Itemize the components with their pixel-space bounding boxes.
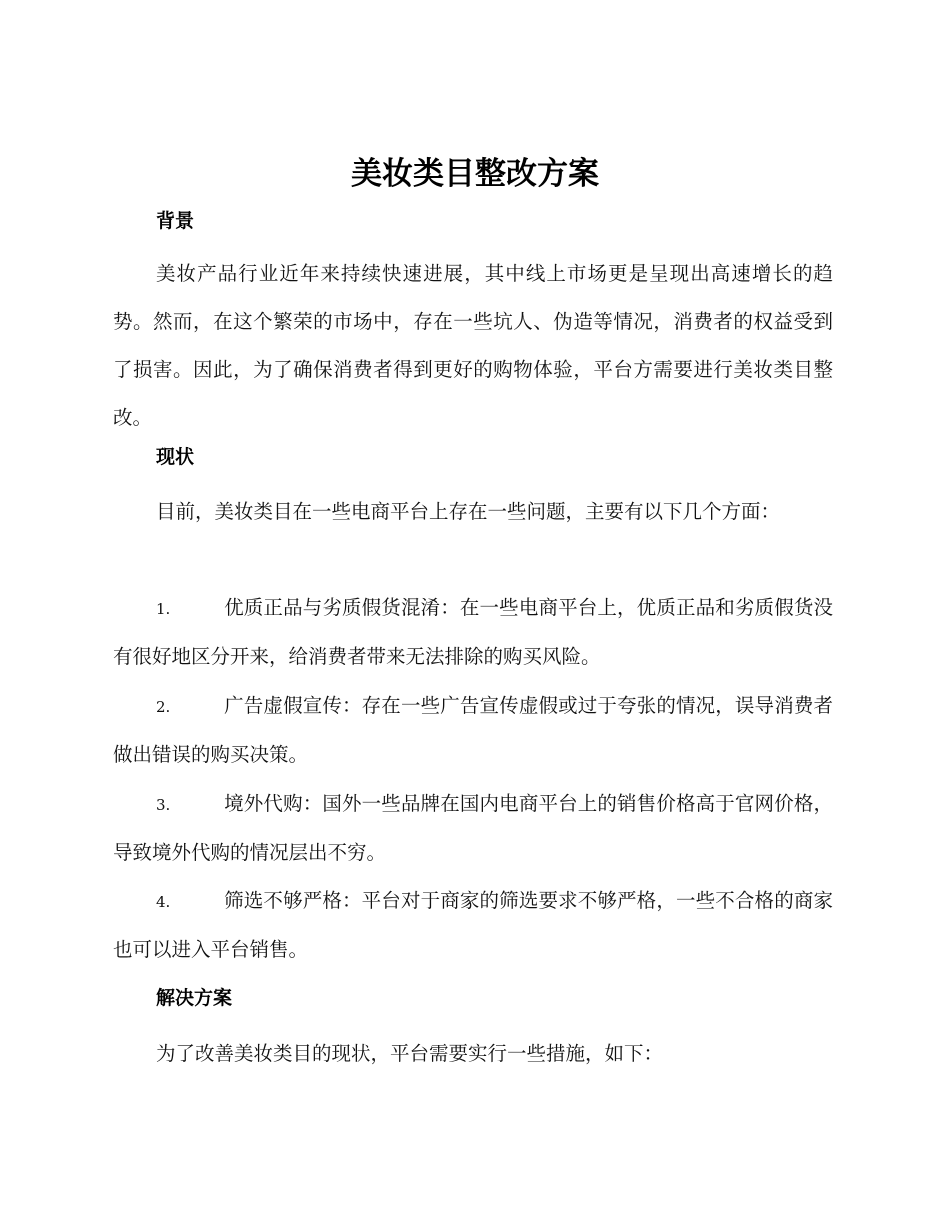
paragraph-solution-intro: 为了改善美妆类目的现状，平台需要实行一些措施，如下： xyxy=(156,1042,664,1065)
heading-solution: 解决方案 xyxy=(156,987,233,1009)
heading-background: 背景 xyxy=(156,210,195,232)
list-item-3 xyxy=(113,780,833,877)
list-item-text: 优质正品与劣质假货混淆：在一些电商平台上，优质正品和劣质假货没有很好地区分开来，给消费者带来无法排除的购买风险。 xyxy=(113,596,833,668)
list-item-4 xyxy=(113,877,833,974)
document-title: 美妆类目整改方案 xyxy=(351,156,599,192)
paragraph-background: 美妆产品行业近年来持续快速进展，其中线上市场更是呈现出高速增长的趋势。然而，在这个繁荣的市场中，存在一些坑人、伪造等情况，消费者的权益受到了损害。因此，为了确保消费者得到更好的购物体验，平台方需要进行美妆类目整改。 xyxy=(113,262,833,429)
list-item-text: 境外代购：国外一些品牌在国内电商平台上的销售价格高于官网价格，导致境外代购的情况层出不穷。 xyxy=(113,792,833,864)
list-item-text: 广告虚假宣传：存在一些广告宣传虚假或过于夸张的情况，误导消费者做出错误的购买决策。 xyxy=(113,694,833,766)
list-item-1 xyxy=(113,584,833,681)
list-number: 3. xyxy=(156,796,171,814)
list-number: 2. xyxy=(156,698,171,716)
paragraph-status-intro: 目前，美妆类目在一些电商平台上存在一些问题，主要有以下几个方面： xyxy=(156,500,781,523)
list-number: 4. xyxy=(156,893,171,911)
list-item-text: 筛选不够严格：平台对于商家的筛选要求不够严格，一些不合格的商家也可以进入平台销售。 xyxy=(113,889,833,961)
list-number: 1. xyxy=(156,600,171,618)
heading-status: 现状 xyxy=(156,446,195,468)
list-item-2 xyxy=(113,682,833,779)
